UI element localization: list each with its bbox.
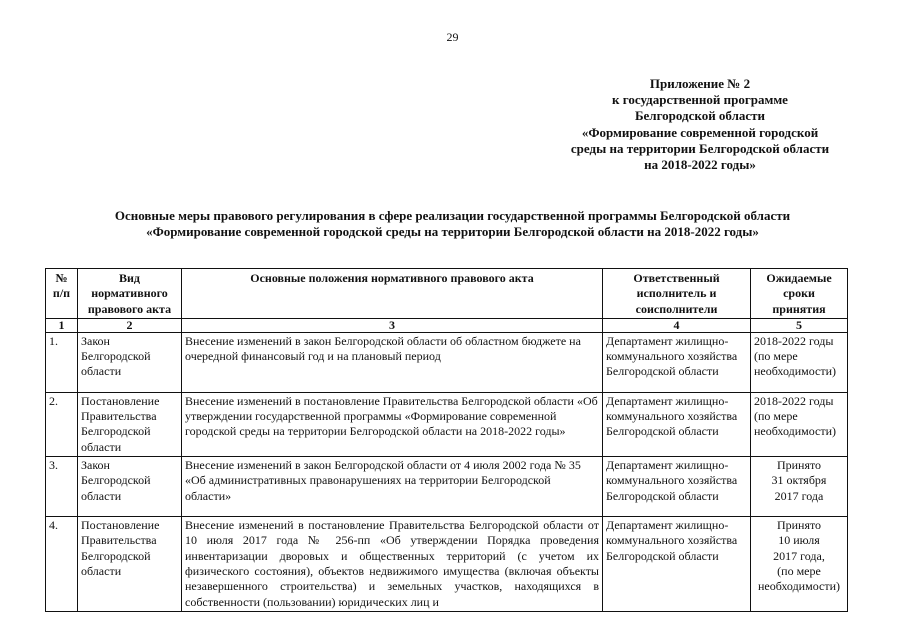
column-number-row xyxy=(46,318,848,332)
header-act-type: Вид нормативного правового акта xyxy=(78,269,182,319)
executor-cell: Департамент жилищно-коммунального хозяйства Белгородской области xyxy=(603,392,751,456)
column-number: 4 xyxy=(603,318,751,332)
deadline-cell: Принято 10 июля 2017 года, (по мере необходимости) xyxy=(751,517,848,612)
column-number: 5 xyxy=(751,318,848,332)
column-number: 1 xyxy=(46,318,78,332)
executor-cell: Департамент жилищно-коммунального хозяйства Белгородской области xyxy=(603,517,751,612)
deadline-cell: 2018-2022 годы (по мере необходимости) xyxy=(751,332,848,392)
executor-cell: Департамент жилищно-коммунального хозяйства Белгородской области xyxy=(603,457,751,517)
table-row xyxy=(46,517,848,612)
document-title-line: Основные меры правового регулирования в сфере реализации государственной программы Белгородской области xyxy=(114,208,791,223)
row-number: 4. xyxy=(46,517,78,612)
provisions-cell: Внесение изменений в закон Белгородской области об областном бюджете на очередной финансовый год и на плановый период xyxy=(182,332,603,392)
provisions-cell: Внесение изменений в постановление Правительства Белгородской области «Об утверждении государственной программы «Формирование современной городской среды на территории Белгородской области на 2018-2022 годы» xyxy=(182,392,603,456)
header-num: № п/п xyxy=(46,269,78,319)
table-header-row xyxy=(46,269,848,319)
act-type-cell: Закон Белгородской области xyxy=(78,457,182,517)
act-type-cell: Постановление Правительства Белгородской области xyxy=(78,392,182,456)
document-title xyxy=(0,208,905,240)
appendix-line: к государственной программе xyxy=(612,92,788,108)
appendix-line: Приложение № 2 xyxy=(649,76,751,91)
column-number: 2 xyxy=(78,318,182,332)
document-title-line: «Формирование современной городской среды на территории Белгородской области на 2018-2022 годы» xyxy=(146,224,759,239)
row-number: 3. xyxy=(46,457,78,517)
legal-measures-table xyxy=(45,268,848,612)
header-provisions: Основные положения нормативного правового акта xyxy=(182,269,603,319)
appendix-line: Белгородской области xyxy=(634,108,766,124)
deadline-cell: 2018-2022 годы (по мере необходимости) xyxy=(751,392,848,456)
column-number: 3 xyxy=(182,318,603,332)
act-type-cell: Постановление Правительства Белгородской области xyxy=(78,517,182,612)
provisions-cell: Внесение изменений в закон Белгородской области от 4 июля 2002 года № 35 «Об административных правонарушениях на территории Белгородской области» xyxy=(182,457,603,517)
appendix-heading xyxy=(520,76,880,173)
table-row xyxy=(46,332,848,392)
table-row xyxy=(46,392,848,456)
header-executor: Ответственный исполнитель и соисполнители xyxy=(603,269,751,319)
table-row xyxy=(46,457,848,517)
appendix-line: «Формирование современной городской xyxy=(581,124,819,140)
page-number: 29 xyxy=(446,30,459,44)
appendix-line: на 2018-2022 годы» xyxy=(644,157,756,173)
deadline-cell: Принято 31 октября 2017 года xyxy=(751,457,848,517)
provisions-cell: Внесение изменений в постановление Правительства Белгородской области от 10 июля 2017 года № 256-пп «Об утверждении Порядка проведения инвентаризации дворовых и общественных территорий (с учетом их физического состояния), объектов недвижимого имущества (включая объекты незавершенного строительства) и земельных участков, находящихся в собственности (пользовании) юридических лиц и xyxy=(182,517,603,612)
header-deadline: Ожидаемые сроки принятия xyxy=(751,269,848,319)
act-type-cell: Закон Белгородской области xyxy=(78,332,182,392)
row-number: 1. xyxy=(46,332,78,392)
appendix-line: среды на территории Белгородской области xyxy=(570,140,830,156)
executor-cell: Департамент жилищно-коммунального хозяйства Белгородской области xyxy=(603,332,751,392)
row-number: 2. xyxy=(46,392,78,456)
